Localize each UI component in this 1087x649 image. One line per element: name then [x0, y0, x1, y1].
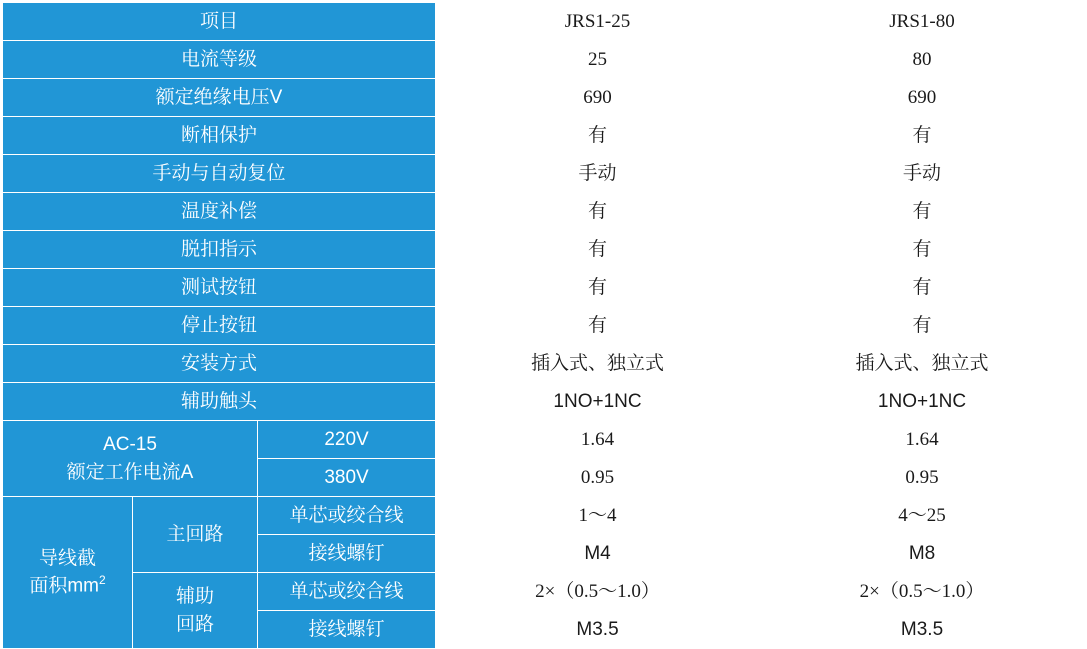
row-label: 额定绝缘电压V [3, 79, 436, 117]
row-label: 停止按钮 [3, 307, 436, 345]
row-label: 电流等级 [3, 41, 436, 79]
wire-label-line1: 导线截 [38, 547, 96, 569]
aux-circuit-screw-label: 接线螺钉 [258, 611, 436, 649]
row-value-1: 有 [436, 269, 760, 307]
header-model-1: JRS1-25 [436, 3, 760, 41]
aux-circuit-label-line1: 辅助 [175, 585, 214, 607]
aux-circuit-wire-value-2: 2×（0.5～1.0） [760, 573, 1085, 611]
table-row [3, 117, 1085, 155]
row-label: 手动与自动复位 [3, 155, 436, 193]
row-label: 脱扣指示 [3, 231, 436, 269]
row-value-1: 有 [436, 193, 760, 231]
table-row [3, 79, 1085, 117]
main-circuit-screw-label: 接线螺钉 [258, 535, 436, 573]
table-row [3, 193, 1085, 231]
main-circuit-wire-value-1: 1～4 [436, 497, 760, 535]
aux-circuit-screw-value-2: M3.5 [760, 611, 1085, 649]
main-circuit-wire-label: 单芯或绞合线 [258, 497, 436, 535]
ac15-380v-value-1: 0.95 [436, 459, 760, 497]
main-circuit-wire-value-2: 4～25 [760, 497, 1085, 535]
ac15-label-line1: AC-15 [103, 433, 157, 455]
table-row [3, 307, 1085, 345]
table-row-aux-circuit-wire [3, 573, 1085, 611]
ac15-group-label [3, 421, 258, 497]
wire-label-superscript: 2 [98, 573, 106, 588]
table-row-ac15-220v [3, 421, 1085, 459]
aux-circuit-label [133, 573, 258, 649]
ac15-380v-value-2: 0.95 [760, 459, 1085, 497]
row-label: 辅助触头 [3, 383, 436, 421]
aux-circuit-wire-value-1: 2×（0.5～1.0） [436, 573, 760, 611]
row-label: 测试按钮 [3, 269, 436, 307]
row-value-1: 有 [436, 307, 760, 345]
row-label: 断相保护 [3, 117, 436, 155]
table-row [3, 269, 1085, 307]
row-value-2: 80 [760, 41, 1085, 79]
table-row [3, 383, 1085, 421]
wire-label-line2: 面积$mm^2$ [29, 573, 106, 597]
ac15-sub-label-380v: 380V [258, 459, 436, 497]
row-value-1: 25 [436, 41, 760, 79]
table-row [3, 41, 1085, 79]
ac15-220v-value-2: 1.64 [760, 421, 1085, 459]
table-row-header [3, 3, 1085, 41]
main-circuit-label: 主回路 [133, 497, 258, 573]
aux-circuit-wire-label: 单芯或绞合线 [258, 573, 436, 611]
ac15-label-line2: 额定工作电流A [66, 461, 194, 483]
row-value-2: 有 [760, 269, 1085, 307]
row-value-1: 手动 [436, 155, 760, 193]
specification-table [2, 2, 1085, 649]
row-value-1: 690 [436, 79, 760, 117]
row-label: 温度补偿 [3, 193, 436, 231]
table-row-main-circuit-wire [3, 497, 1085, 535]
ac15-220v-value-1: 1.64 [436, 421, 760, 459]
row-value-1: 有 [436, 231, 760, 269]
row-value-1: 有 [436, 117, 760, 155]
wire-group-label [3, 497, 133, 649]
row-value-2: 1NO+1NC [760, 383, 1085, 421]
row-value-2: 690 [760, 79, 1085, 117]
main-circuit-screw-value-1: M4 [436, 535, 760, 573]
row-value-1: 1NO+1NC [436, 383, 760, 421]
row-value-2: 插入式、独立式 [760, 345, 1085, 383]
row-value-2: 手动 [760, 155, 1085, 193]
row-value-2: 有 [760, 307, 1085, 345]
main-circuit-screw-value-2: M8 [760, 535, 1085, 573]
row-value-2: 有 [760, 193, 1085, 231]
table-row [3, 155, 1085, 193]
row-value-2: 有 [760, 231, 1085, 269]
table-row [3, 231, 1085, 269]
aux-circuit-screw-value-1: M3.5 [436, 611, 760, 649]
aux-circuit-label-line2: 回路 [175, 613, 214, 635]
header-item-label: 项目 [3, 3, 436, 41]
ac15-sub-label-220v: 220V [258, 421, 436, 459]
row-value-1: 插入式、独立式 [436, 345, 760, 383]
header-model-2: JRS1-80 [760, 3, 1085, 41]
row-label: 安装方式 [3, 345, 436, 383]
table-row [3, 345, 1085, 383]
row-value-2: 有 [760, 117, 1085, 155]
